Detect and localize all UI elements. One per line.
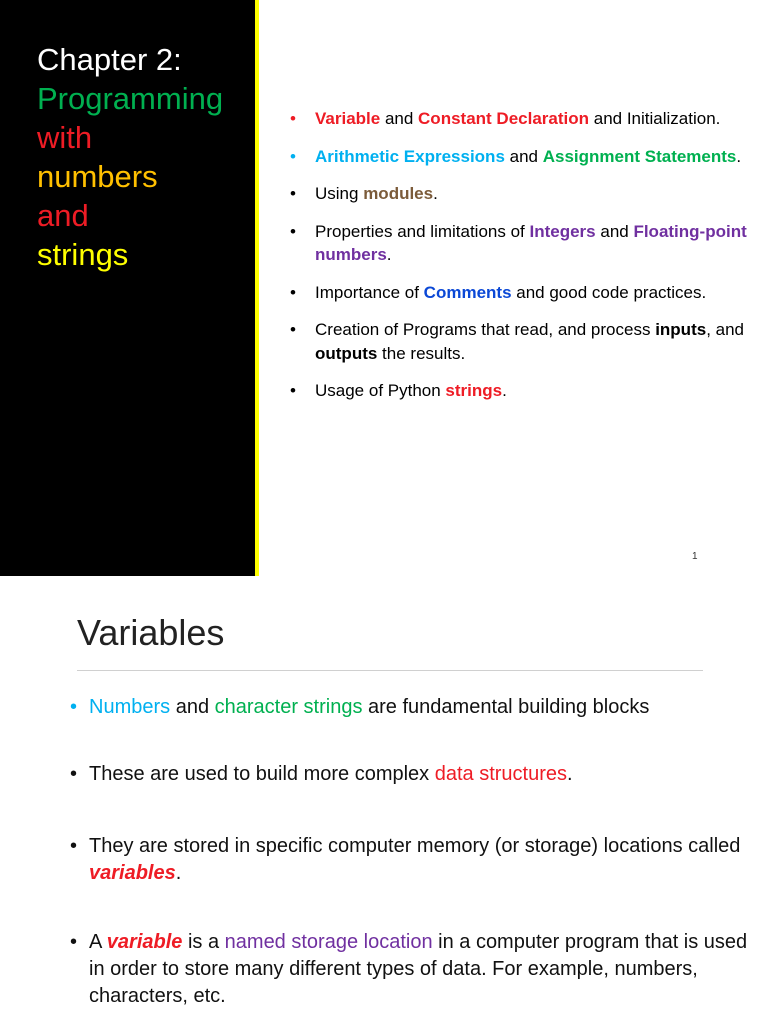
list-item — [290, 107, 750, 131]
text: and — [504, 146, 543, 166]
text: . — [567, 763, 573, 785]
term-named-storage-location: named storage location — [224, 931, 433, 953]
text: . — [386, 245, 392, 264]
list-item — [290, 145, 750, 169]
bullet-dot: • — [70, 696, 78, 718]
list-item — [70, 833, 750, 887]
bullet-dot: • — [290, 221, 296, 241]
title-line-chapter: Chapter 2: — [37, 42, 182, 77]
slide-2 — [0, 586, 768, 1024]
text: A — [89, 931, 107, 953]
title-line-strings: strings — [37, 237, 129, 272]
bullet-dot: • — [290, 381, 296, 400]
term-arithmetic-expressions: Arithmetic Expressions — [315, 146, 505, 166]
text: and Initialization. — [589, 109, 721, 128]
term-character-strings: character strings — [214, 696, 363, 718]
bullet-dot: • — [70, 763, 78, 785]
bullet-dot: • — [290, 320, 296, 339]
title-line-programming: Programming — [37, 81, 224, 116]
term-strings: strings — [445, 381, 503, 400]
term-variable: variable — [106, 931, 183, 953]
page-number: 1 — [692, 551, 698, 562]
text: and good code practices. — [511, 282, 707, 302]
variables-list — [70, 694, 750, 1010]
list-item — [290, 318, 750, 365]
list-item — [290, 379, 750, 403]
text: . — [175, 862, 182, 884]
list-item — [70, 694, 750, 721]
term-floating-point-numbers: Floating-point numbers — [315, 221, 747, 264]
title-line-numbers: numbers — [37, 159, 158, 194]
text: is a — [182, 931, 225, 953]
chapter-title — [37, 40, 223, 274]
text: in a computer program that is used in order to store many different types of data. For example, numbers, characters, etc. — [89, 931, 748, 1007]
title-panel — [0, 0, 255, 576]
term-integers: Integers — [529, 221, 596, 241]
term-variable: Variable — [315, 109, 381, 128]
term-comments: Comments — [423, 282, 512, 302]
text: . — [502, 381, 507, 400]
bullet-dot: • — [290, 282, 296, 302]
accent-divider — [255, 0, 259, 576]
text: These are used to build more complex — [89, 763, 435, 785]
page-title: Variables — [77, 612, 225, 653]
list-item — [290, 281, 750, 305]
term-modules: modules — [363, 184, 434, 203]
term-data-structures: data structures — [434, 763, 568, 785]
text: Importance of — [315, 282, 424, 302]
text: and — [595, 221, 634, 241]
text: Using — [315, 184, 364, 203]
list-item — [290, 182, 750, 206]
text: are fundamental building blocks — [362, 696, 650, 718]
bullet-dot: • — [70, 835, 78, 857]
title-line-and: and — [37, 198, 89, 233]
term-constant-declaration: Constant Declaration — [418, 109, 590, 128]
topics-list — [290, 107, 750, 417]
text: and — [170, 696, 215, 718]
text: Properties and limitations of — [315, 221, 530, 241]
bullet-dot: • — [290, 146, 296, 166]
text: . — [433, 184, 438, 203]
list-item — [70, 929, 750, 1010]
bullet-dot: • — [290, 184, 296, 203]
bullet-dot: • — [290, 109, 296, 128]
term-assignment-statements: Assignment Statements — [542, 146, 737, 166]
text: and — [380, 109, 419, 128]
text: . — [736, 146, 742, 166]
text: Creation of Programs that read, and process — [315, 320, 656, 339]
title-divider — [77, 670, 703, 671]
list-item — [290, 220, 750, 267]
title-line-with: with — [37, 120, 93, 155]
term-numbers: Numbers — [89, 696, 171, 718]
term-inputs: inputs — [655, 320, 707, 339]
bullet-dot: • — [70, 931, 78, 953]
list-item — [70, 761, 750, 788]
text: They are stored in specific computer memory (or storage) locations called — [89, 835, 741, 857]
text: , and — [706, 320, 744, 339]
term-variables: variables — [89, 862, 176, 884]
text: the results. — [377, 343, 466, 363]
term-outputs: outputs — [315, 343, 378, 363]
text: Usage of Python — [315, 381, 446, 400]
